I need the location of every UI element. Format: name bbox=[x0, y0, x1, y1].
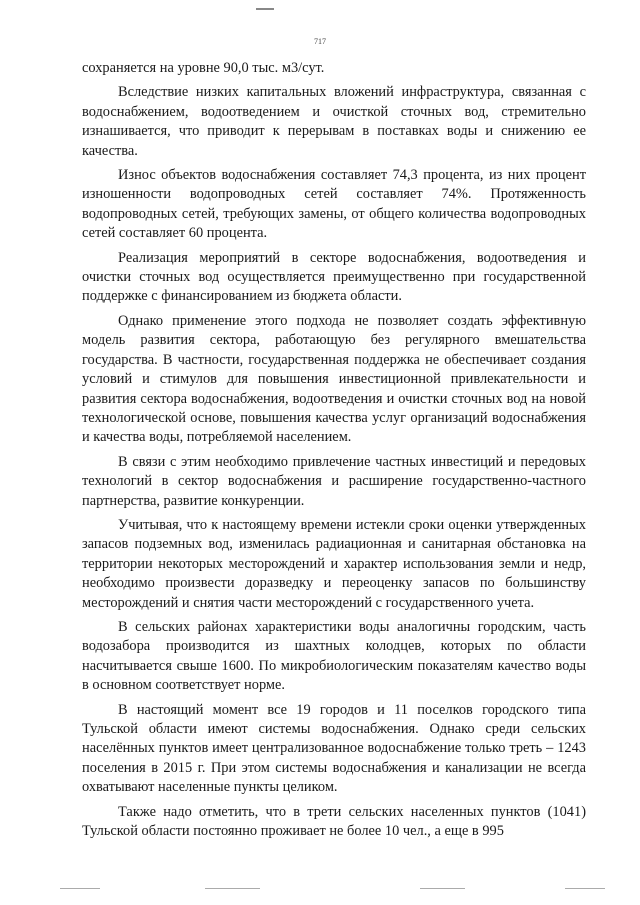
paragraph: Учитывая, что к настоящему времени истекли сроки оценки утвержденных запасов подземных вод, изменилась радиационная и санитарная обстановка на территории некоторых месторождений и характер использования земли и недр, необходимо произвести доразведку и переоценку запасов по большинству месторождений и снятия части месторождений с государственного учета. bbox=[82, 516, 586, 611]
scan-mark bbox=[205, 888, 260, 889]
paragraph: В связи с этим необходимо привлечение частных инвестиций и передовых технологий в сектор водоснабжения и расширение государственно-частного партнерства, развитие конкуренции. bbox=[82, 453, 586, 509]
document-body bbox=[82, 59, 586, 846]
scan-mark bbox=[420, 888, 465, 889]
page-number: 717 bbox=[314, 37, 326, 46]
scan-mark bbox=[60, 888, 100, 889]
paragraph: Однако применение этого подхода не позволяет создать эффективную модель развития сектора, работающую без регулярного вмешательства государства. В частности, государственная поддержка не обеспечивает создания условий и стимулов для повышения инвестиционной привлекательности и развития сектора водоснабжения, водоотведения и очистки сточных вод на новой технологической основе, повышения качества услуг организаций водоснабжения и качества воды, потребляемой населением. bbox=[82, 312, 586, 446]
paragraph: В сельских районах характеристики воды аналогичны городским, часть водозабора производится из шахтных колодцев, которых по области насчитывается свыше 1600. По микробиологическим показателям качество воды в основном соответствует норме. bbox=[82, 618, 586, 694]
paragraph: В настоящий момент все 19 городов и 11 поселков городского типа Тульской области имеют системы водоснабжения. Однако среди сельских населённых пунктов имеет централизованное водоснабжение только треть – 1243 поселения в 2015 г. При этом системы водоснабжения и канализации не всегда охватывают населенные пункты целиком. bbox=[82, 701, 586, 796]
paragraph: Также надо отметить, что в трети сельских населенных пунктов (1041) Тульской области постоянно проживает не более 10 чел., а еще в 995 bbox=[82, 803, 586, 840]
paragraph: Вследствие низких капитальных вложений инфраструктура, связанная с водоснабжением, водоотведением и очисткой сточных вод, стремительно изнашивается, что приводит к перерывам в поставках воды и снижению ее качества. bbox=[82, 84, 586, 159]
paragraph: Износ объектов водоснабжения составляет 74,3 процента, из них процент изношенности водопроводных сетей составляет 74%. Протяженность водопроводных сетей, требующих замены, от общего количества водопроводных сетей составляет 60 процента. bbox=[82, 167, 586, 242]
paragraph: сохраняется на уровне 90,0 тыс. м3/сут. bbox=[82, 60, 325, 76]
scan-mark bbox=[256, 8, 274, 10]
paragraph: Реализация мероприятий в секторе водоснабжения, водоотведения и очистки сточных вод осуществляется преимущественно при государственной поддержке с финансированием из бюджета области. bbox=[82, 249, 586, 305]
scan-mark bbox=[565, 888, 605, 889]
